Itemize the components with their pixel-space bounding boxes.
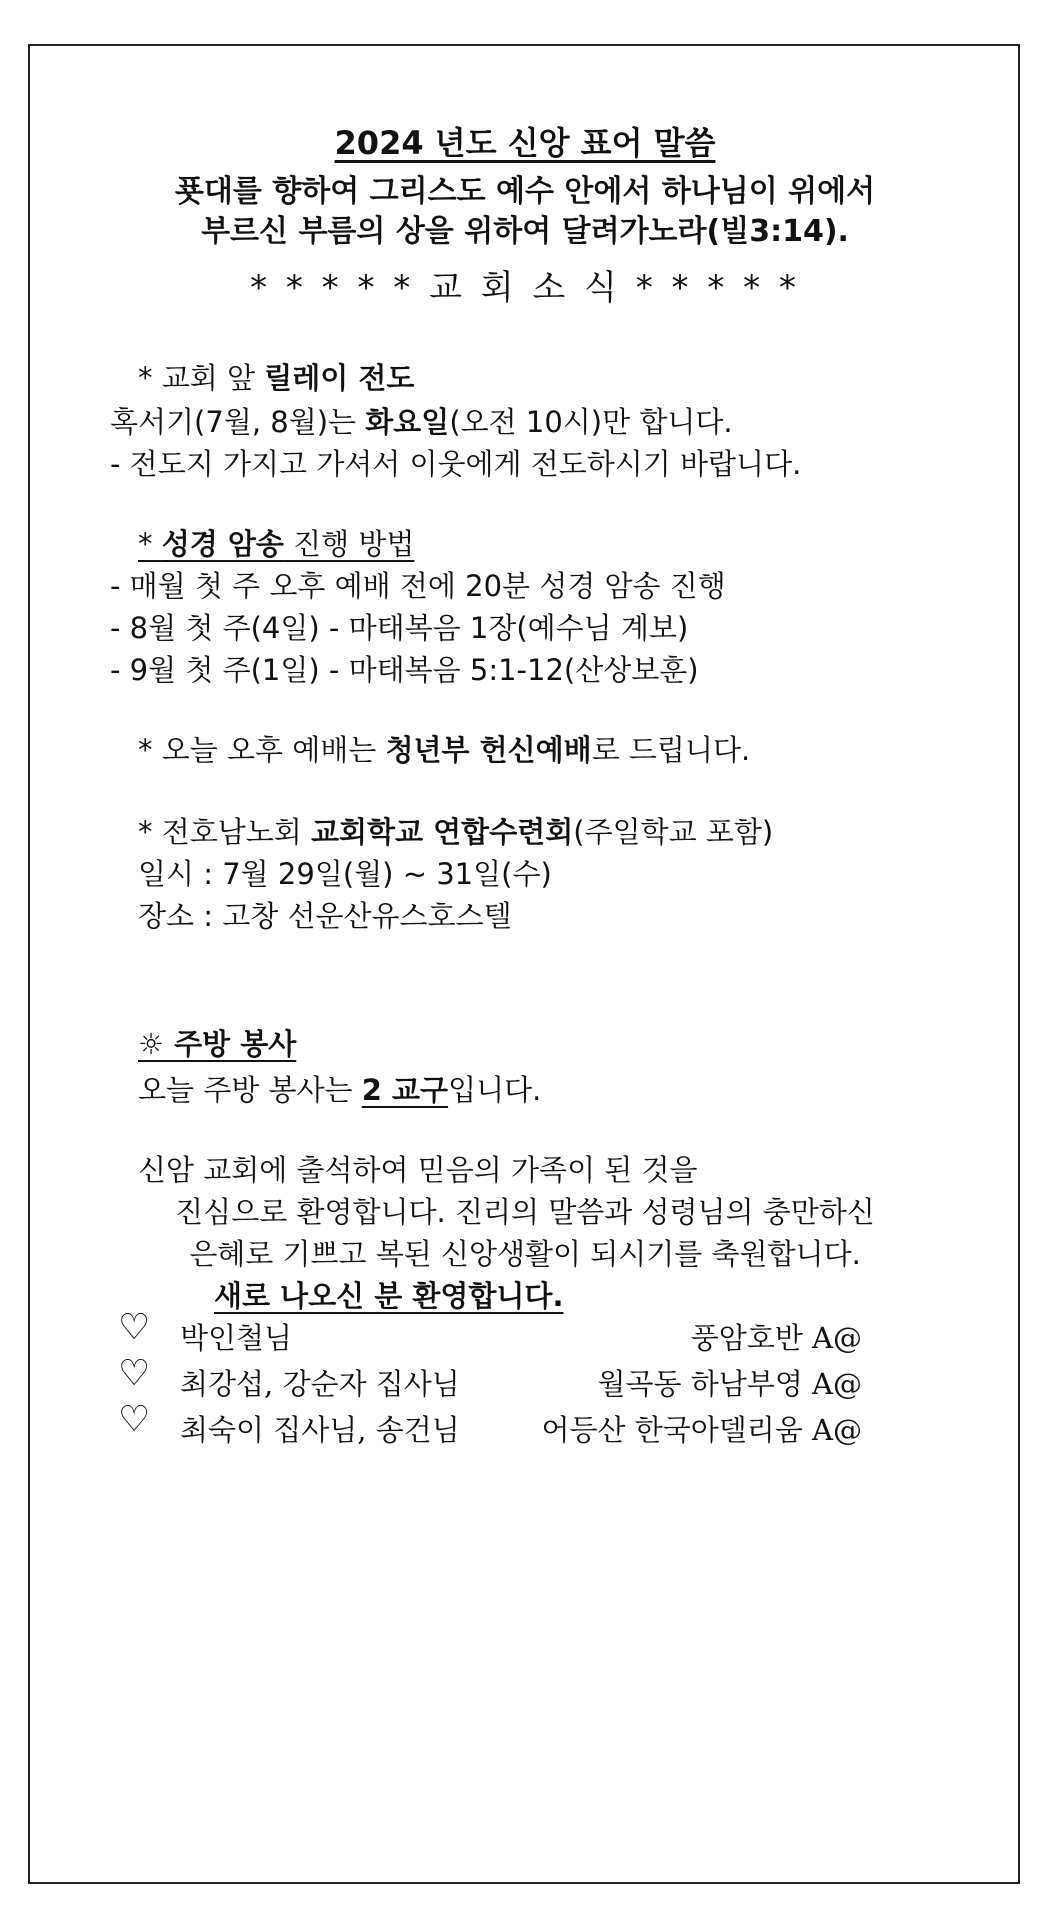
newcomer-place: 월곡동 하남부영 A@	[597, 1367, 862, 1401]
worship-suffix: 로 드립니다.	[591, 733, 751, 767]
welcome-line3: 은혜로 기쁘고 복된 신앙생활이 되시기를 축원합니다.	[189, 1237, 861, 1271]
worship-bold: 청년부 헌신예배	[385, 733, 592, 767]
relay-heading	[138, 356, 414, 397]
kitchen-line	[138, 1068, 541, 1109]
retreat-heading	[138, 810, 773, 851]
memorize-item: - 8월 첫 주(4일) - 마태복음 1장(예수님 계보)	[110, 611, 689, 645]
kitchen-line-bold: 2 교구	[361, 1073, 449, 1107]
motto-verse-line2: 부르신 부름의 상을 위하여 달려가노라(빌3:14).	[201, 214, 849, 249]
retreat-place: 장소 : 고창 선운산유스호스텔	[138, 899, 512, 933]
memorize-title-bold: 성경 암송	[161, 527, 284, 561]
relay-line2: - 전도지 가지고 가셔서 이웃에게 전도하시기 바랍니다.	[110, 447, 802, 481]
kitchen-line-b: 입니다.	[448, 1073, 542, 1107]
motto-verse-line1: 푯대를 향하여 그리스도 예수 안에서 하나님이 위에서	[174, 174, 876, 209]
newcomer-place: 어등산 한국아델리움 A@	[541, 1413, 862, 1447]
newcomer-name: 최강섭, 강순자 집사님	[180, 1367, 460, 1401]
relay-line1-bold: 화요일	[365, 405, 450, 439]
relay-prefix: * 교회 앞	[138, 361, 265, 395]
heart-outline-icon: ♡	[118, 1307, 151, 1348]
retreat-date: 일시 : 7월 29일(월) ~ 31일(수)	[138, 857, 552, 891]
heart-outline-icon: ♡	[118, 1353, 151, 1394]
worship-prefix: * 오늘 오후 예배는	[138, 733, 386, 767]
newcomers-title: 새로 나오신 분 환영합니다.	[214, 1279, 564, 1313]
relay-line1-b: (오전 10시)만 합니다.	[449, 405, 733, 439]
motto-title: 2024 년도 신앙 표어 말씀	[334, 124, 716, 162]
kitchen-title: ☼ 주방 봉사	[138, 1027, 297, 1061]
kitchen-line-a: 오늘 주방 봉사는	[138, 1073, 362, 1107]
retreat-bold: 교회학교 연합수련회	[311, 815, 574, 849]
relay-title: 릴레이 전도	[264, 361, 415, 395]
news-header: * * * * * 교 회 소 식 * * * * *	[250, 268, 800, 308]
newcomer-place: 풍암호반 A@	[690, 1321, 862, 1355]
relay-line1	[110, 400, 733, 441]
memorize-heading	[138, 522, 414, 563]
memorize-title-rest: 진행 방법	[283, 527, 415, 561]
relay-line1-a: 혹서기(7월, 8월)는	[110, 405, 366, 439]
memorize-item: - 9월 첫 주(1일) - 마태복음 5:1-12(산상보훈)	[110, 653, 699, 687]
newcomer-name: 박인철님	[180, 1321, 293, 1355]
memorize-item: - 매월 첫 주 오후 예배 전에 20분 성경 암송 진행	[110, 569, 726, 603]
welcome-line2: 진심으로 환영합니다. 진리의 말씀과 성령님의 충만하신	[175, 1195, 875, 1229]
worship-notice	[138, 728, 750, 769]
retreat-suffix: (주일학교 포함)	[573, 815, 774, 849]
welcome-line1: 신암 교회에 출석하여 믿음의 가족이 된 것을	[138, 1153, 698, 1187]
newcomer-name: 최숙이 집사님, 송건님	[180, 1413, 460, 1447]
memorize-star: *	[138, 527, 162, 561]
retreat-prefix: * 전호남노회	[138, 815, 312, 849]
bulletin-border	[28, 44, 1020, 1884]
heart-outline-icon: ♡	[118, 1399, 151, 1440]
